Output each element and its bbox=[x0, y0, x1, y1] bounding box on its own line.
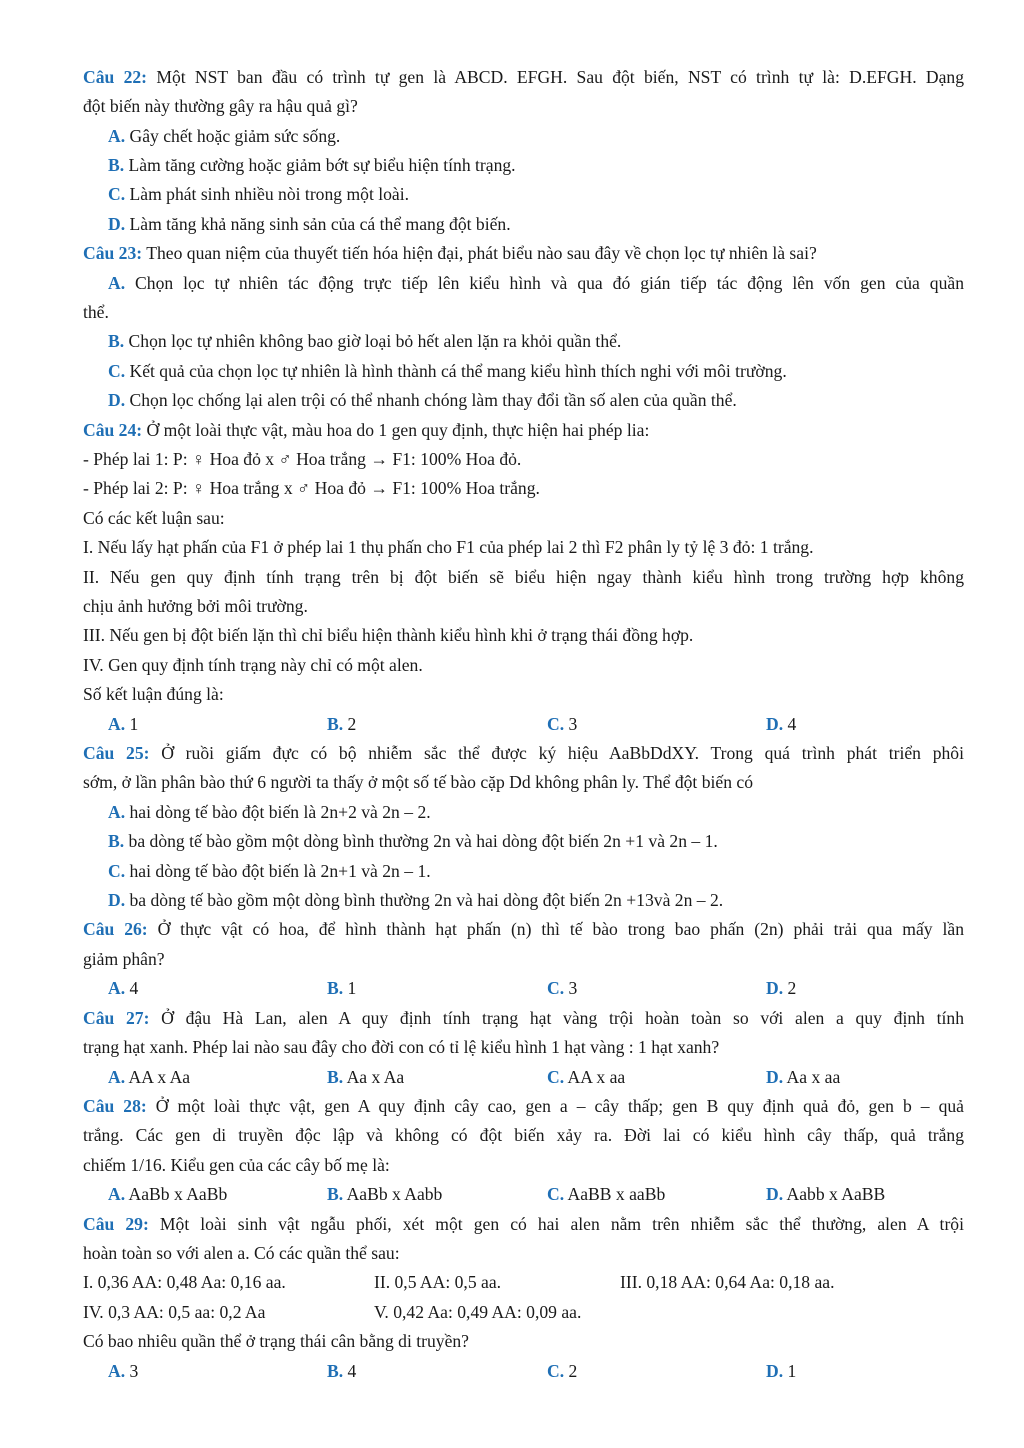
q23-option-c: C. Kết quả của chọn lọc tự nhiên là hình thành cá thể mang kiểu hình thích nghi với môi trường. bbox=[108, 361, 787, 381]
q22-stem-line2: đột biến này thường gây ra hậu quả gì? bbox=[83, 96, 358, 116]
q24-option-c: C. 3 bbox=[547, 714, 578, 734]
q29-ask: Có bao nhiêu quần thể ở trạng thái cân bằng di truyền? bbox=[83, 1331, 469, 1351]
q27-label: Câu 27: bbox=[83, 1008, 150, 1028]
q27-stem-line2: trạng hạt xanh. Phép lai nào sau đây cho đời con có tỉ lệ kiểu hình 1 hạt vàng : 1 hạt xanh? bbox=[83, 1037, 720, 1057]
q26-option-c: C. 3 bbox=[547, 978, 578, 998]
q25-option-a: A. hai dòng tế bào đột biến là 2n+2 và 2n – 2. bbox=[108, 802, 431, 822]
q25-option-c: C. hai dòng tế bào đột biến là 2n+1 và 2n – 1. bbox=[108, 861, 431, 881]
q22-option-d: D. Làm tăng khả năng sinh sản của cá thể mang đột biến. bbox=[108, 214, 511, 234]
q27-option-d: D. Aa x aa bbox=[766, 1067, 841, 1087]
q22-label: Câu 22: bbox=[83, 67, 148, 87]
q24-ask: Số kết luận đúng là: bbox=[83, 684, 224, 704]
q24-line: - Phép lai 2: P: ♀ Hoa trắng x ♂ Hoa đỏ → F1: 100% Hoa trắng. bbox=[83, 478, 540, 498]
q24-statement-iv: IV. Gen quy định tính trạng này chỉ có một alen. bbox=[83, 655, 423, 675]
q28-label: Câu 28: bbox=[83, 1096, 147, 1116]
q29-option-c: C. 2 bbox=[547, 1361, 578, 1381]
q27-option-a: A. AA x Aa bbox=[108, 1067, 191, 1087]
q28-option-d: D. Aabb x AaBB bbox=[766, 1184, 886, 1204]
q23-option-a-line1: A. Chọn lọc tự nhiên tác động trực tiếp lên kiểu hình và qua đó gián tiếp tác động lên vốn gen của quần bbox=[108, 273, 964, 293]
q29-stem-line1: Câu 29: Một loài sinh vật ngẫu phối, xét một gen có hai alen nằm trên nhiễm sắc thể thường, alen A trội bbox=[83, 1214, 964, 1234]
q26-stem-line1: Câu 26: Ở thực vật có hoa, để hình thành hạt phấn (n) thì tế bào trong bao phấn (2n) phải trải qua mấy lần bbox=[83, 919, 964, 939]
q25-label: Câu 25: bbox=[83, 743, 150, 763]
q29-label: Câu 29: bbox=[83, 1214, 149, 1234]
q26-option-a: A. 4 bbox=[108, 978, 139, 998]
q29-stem-line2: hoàn toàn so với alen a. Có các quần thể sau: bbox=[83, 1243, 400, 1263]
q29-option-a: A. 3 bbox=[108, 1361, 139, 1381]
q24-option-d: D. 4 bbox=[766, 714, 797, 734]
q24-line: Có các kết luận sau: bbox=[83, 508, 225, 528]
q25-stem-line1: Câu 25: Ở ruồi giấm đực có bộ nhiễm sắc thể được ký hiệu AaBbDdXY. Trong quá trình phát triển phôi bbox=[83, 743, 964, 763]
q24-label: Câu 24: bbox=[83, 420, 143, 440]
q25-option-d: D. ba dòng tế bào gồm một dòng bình thường 2n và hai dòng đột biến 2n +13và 2n – 2. bbox=[108, 890, 724, 910]
q29-population-ii: II. 0,5 AA: 0,5 aa. bbox=[374, 1272, 502, 1292]
q24-stem: Câu 24: Ở một loài thực vật, màu hoa do 1 gen quy định, thực hiện hai phép lia: bbox=[83, 420, 650, 440]
q24-option-a: A. 1 bbox=[108, 714, 139, 734]
q24-statement-i: I. Nếu lấy hạt phấn của F1 ở phép lai 1 thụ phấn cho F1 của phép lai 2 thì F2 phân ly tỷ lệ 3 đỏ: 1 trắng. bbox=[83, 537, 814, 557]
q26-option-b: B. 1 bbox=[327, 978, 357, 998]
q24-option-b: B. 2 bbox=[327, 714, 357, 734]
q26-stem-line2: giảm phân? bbox=[83, 949, 165, 969]
q28-stem-line2: trắng. Các gen di truyền độc lập và không có đột biến xảy ra. Đời lai có kiểu hình cây thấp, quả trắng bbox=[83, 1125, 964, 1145]
q29-population-iv: IV. 0,3 AA: 0,5 aa: 0,2 Aa bbox=[83, 1302, 266, 1322]
q29-option-d: D. 1 bbox=[766, 1361, 797, 1381]
q22-option-b: B. Làm tăng cường hoặc giảm bớt sự biểu hiện tính trạng. bbox=[108, 155, 516, 175]
q23-option-d: D. Chọn lọc chống lại alen trội có thể nhanh chóng làm thay đổi tần số alen của quần thể. bbox=[108, 390, 737, 410]
q27-option-b: B. Aa x Aa bbox=[327, 1067, 405, 1087]
q27-option-c: C. AA x aa bbox=[547, 1067, 626, 1087]
q25-stem-line2: sớm, ở lần phân bào thứ 6 người ta thấy ở một số tế bào cặp Dd không phân ly. Thể đột biến có bbox=[83, 772, 753, 792]
q28-stem-line3: chiếm 1/16. Kiểu gen của các cây bố mẹ là: bbox=[83, 1155, 390, 1175]
q29-population-v: V. 0,42 Aa: 0,49 AA: 0,09 aa. bbox=[374, 1302, 582, 1322]
q29-population-iii: III. 0,18 AA: 0,64 Aa: 0,18 aa. bbox=[620, 1272, 835, 1292]
q23-option-a-line2: thể. bbox=[83, 302, 109, 322]
q28-option-c: C. AaBB x aaBb bbox=[547, 1184, 666, 1204]
q24-line: - Phép lai 1: P: ♀ Hoa đỏ x ♂ Hoa trắng → F1: 100% Hoa đỏ. bbox=[83, 449, 522, 469]
q25-option-b: B. ba dòng tế bào gồm một dòng bình thường 2n và hai dòng đột biến 2n +1 và 2n – 1. bbox=[108, 831, 718, 851]
q22-stem-line1 bbox=[83, 65, 964, 89]
q28-option-b: B. AaBb x Aabb bbox=[327, 1184, 443, 1204]
q26-option-d: D. 2 bbox=[766, 978, 797, 998]
q22-option-c: C. Làm phát sinh nhiều nòi trong một loài. bbox=[108, 184, 410, 204]
q23-stem: Câu 23: Theo quan niệm của thuyết tiến hóa hiện đại, phát biểu nào sau đây về chọn lọc tự nhiên là sai? bbox=[83, 243, 817, 263]
q27-stem-line1: Câu 27: Ở đậu Hà Lan, alen A quy định tính trạng hạt vàng trội hoàn toàn so với alen a quy định tính bbox=[83, 1008, 965, 1028]
q24-statement-ii-line2: chịu ảnh hưởng bởi môi trường. bbox=[83, 596, 308, 616]
q23-label: Câu 23: bbox=[83, 243, 143, 263]
q26-label: Câu 26: bbox=[83, 919, 148, 939]
q28-stem-line1: Câu 28: Ở một loài thực vật, gen A quy định cây cao, gen a – cây thấp; gen B quy định quả đỏ, gen b – quả bbox=[83, 1096, 964, 1116]
q22-option-a: A. Gây chết hoặc giảm sức sống. bbox=[108, 126, 341, 146]
q24-statement-ii-line1: II. Nếu gen quy định tính trạng trên bị đột biến sẽ biểu hiện ngay thành kiểu hình trong trường hợp không bbox=[83, 567, 964, 587]
q29-option-b: B. 4 bbox=[327, 1361, 357, 1381]
q28-option-a: A. AaBb x AaBb bbox=[108, 1184, 228, 1204]
q24-statement-iii: III. Nếu gen bị đột biến lặn thì chỉ biểu hiện thành kiểu hình khi ở trạng thái đồng hợp. bbox=[83, 625, 694, 645]
q23-option-b: B. Chọn lọc tự nhiên không bao giờ loại bỏ hết alen lặn ra khỏi quần thể. bbox=[108, 331, 622, 351]
q22-stem1: Một NST ban đầu có trình tự gen là ABCD. EFGH. Sau đột biến, NST có trình tự là: D.EFGH. Dạng bbox=[147, 67, 964, 87]
q29-population-i: I. 0,36 AA: 0,48 Aa: 0,16 aa. bbox=[83, 1272, 286, 1292]
